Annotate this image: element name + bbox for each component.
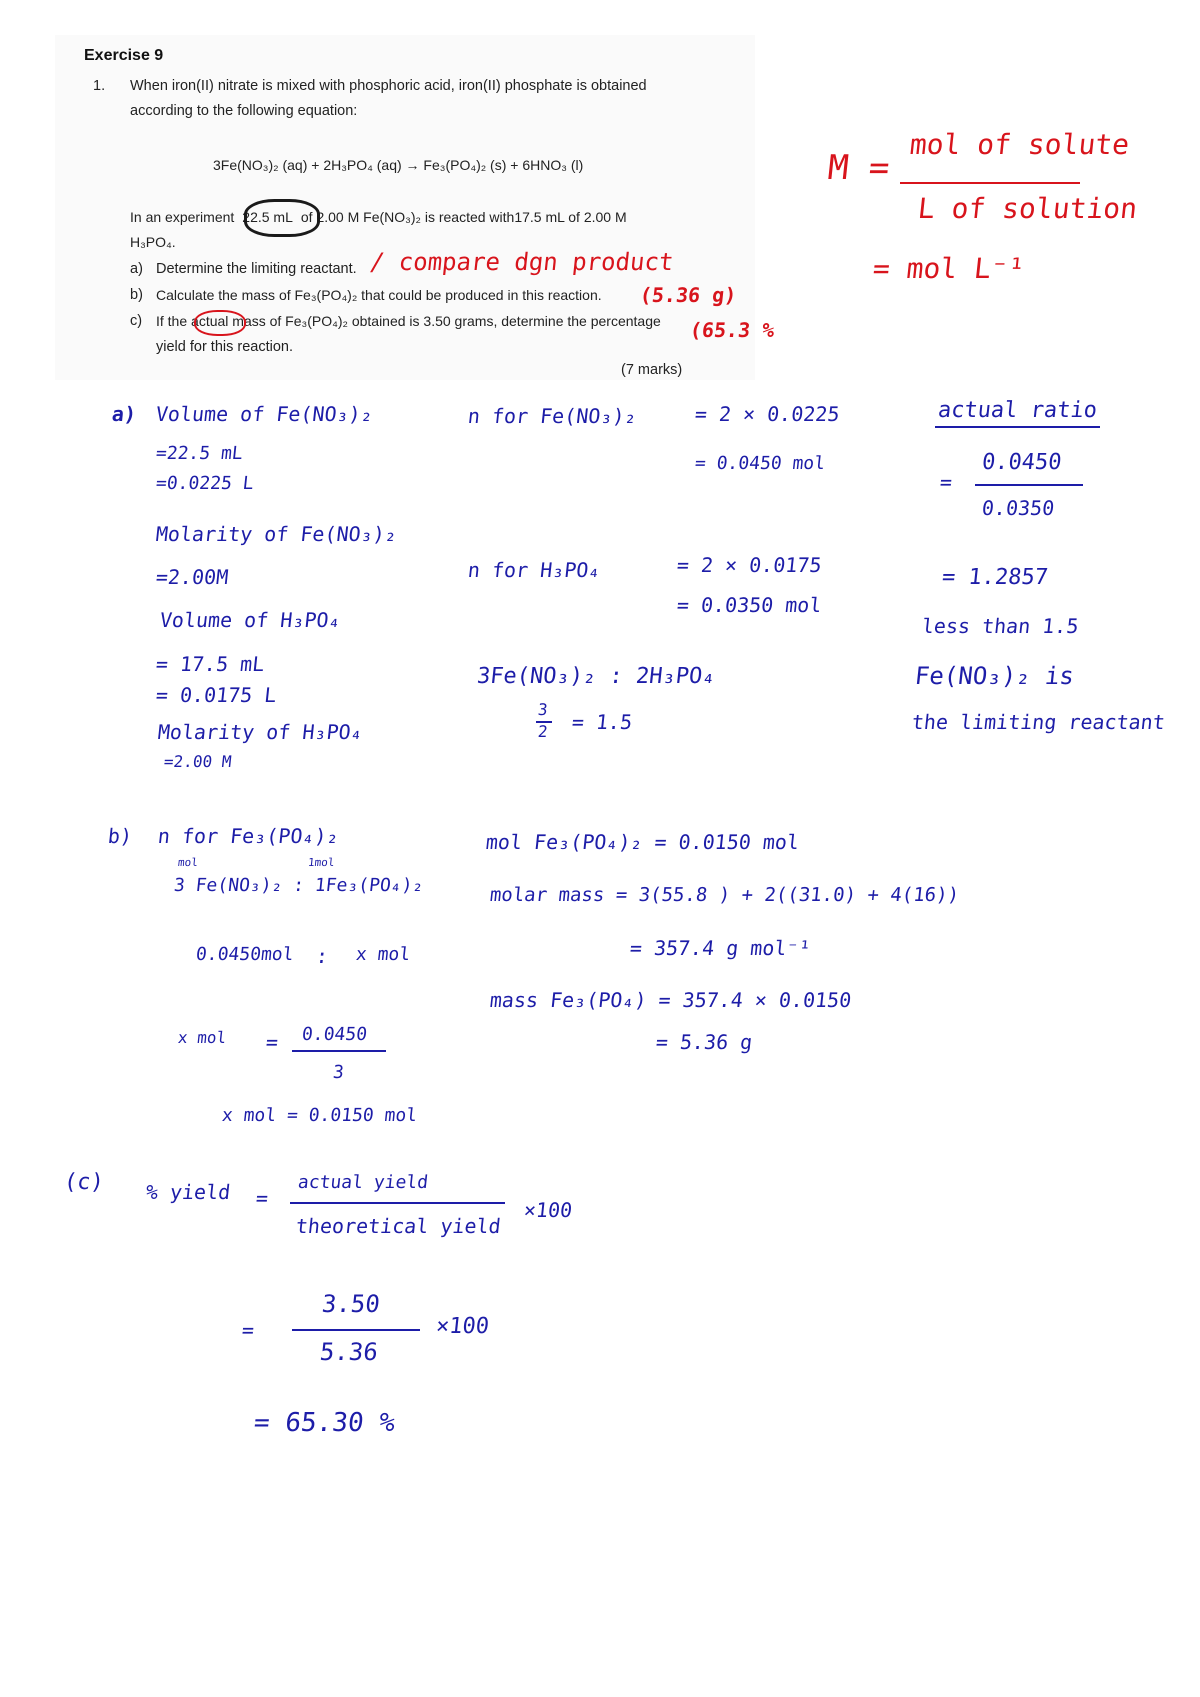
actual-ratio-numerator: 0.0450: [980, 450, 1063, 475]
actual-ratio-underline: [935, 426, 1100, 428]
marks: (7 marks): [621, 362, 683, 378]
experiment-post: of 2.00 M Fe(NO₃)₂ is reacted with17.5 mL of 2.00 M: [300, 209, 627, 225]
reaction-equation: 3Fe(NO₃)₂ (aq) + 2H₃PO₄ (aq) → Fe₃(PO₄)₂ (s) + 6HNO₃ (l): [213, 157, 584, 173]
actual-ratio-fraction-line: [975, 484, 1083, 486]
part-a-label: a): [110, 402, 138, 426]
part-c-label: (c): [62, 1170, 106, 1195]
n-fe-result: = 0.0450 mol: [693, 453, 827, 474]
ratio-value: = 1.5: [570, 710, 634, 734]
question-b-label: b): [130, 287, 143, 303]
actual-ratio-label: actual ratio: [936, 398, 1099, 423]
question-a-label: a): [130, 261, 143, 277]
actual-ratio-eq: =: [938, 470, 954, 494]
question-c-label: c): [130, 313, 143, 329]
experiment-line: [130, 209, 627, 225]
yield-label: % yield: [144, 1180, 232, 1204]
mol-annotation-1: mol: [177, 856, 199, 869]
proportion-left: 0.0450mol: [194, 944, 295, 965]
volume-circle: [244, 199, 320, 237]
part-a-line-6: Volume of H₃PO₄: [158, 608, 342, 632]
yield-calc-eq: =: [240, 1318, 256, 1342]
n-fe-label: n for Fe(NO₃)₂: [466, 404, 638, 428]
question-c-post: mass of Fe₃(PO₄)₂ obtained is 3.50 grams, determine the percentage: [232, 313, 661, 329]
mol-annotation-2: 1mol: [307, 856, 336, 869]
part-a-line-1: Volume of Fe(NO₃)₂: [154, 402, 375, 426]
part-a-line-4: Molarity of Fe(NO₃)₂: [154, 522, 399, 546]
actual-circle: [194, 310, 246, 336]
question-a-text: Determine the limiting reactant.: [156, 261, 357, 277]
x-mol-fraction-line: [292, 1050, 386, 1052]
yield-calc-fraction-line: [292, 1329, 420, 1331]
molarity-unit: = mol L⁻¹: [871, 252, 1027, 285]
actual-ratio-denominator: 0.0350: [980, 496, 1056, 520]
actual-ratio-value: = 1.2857: [940, 565, 1050, 590]
note-yield-answer: (65.3 %: [688, 318, 776, 342]
yield-times-100: ×100: [522, 1198, 574, 1222]
less-than-note: less than 1.5: [920, 614, 1080, 638]
part-a-line-9: Molarity of H₃PO₄: [156, 720, 364, 744]
molarity-lhs: M =: [825, 148, 892, 188]
n-product-label: n for Fe₃(PO₄)₂: [156, 824, 340, 848]
question-c-line-2: yield for this reaction.: [156, 339, 294, 355]
part-a-line-2: =22.5 mL: [154, 443, 244, 464]
yield-fraction-line: [290, 1202, 505, 1204]
question-b-text: Calculate the mass of Fe₃(PO₄)₂ that could be produced in this reaction.: [156, 287, 602, 303]
exercise-title: Exercise 9: [84, 47, 164, 64]
n-h3po4-calc: = 2 × 0.0175: [675, 553, 823, 577]
question-number: 1.: [93, 78, 106, 94]
part-a-line-3: =0.0225 L: [154, 473, 255, 494]
note-compare-product: / compare dgn product: [368, 248, 675, 276]
yield-calc-numerator: 3.50: [320, 1290, 382, 1318]
ratio-numerator: 3: [537, 700, 549, 719]
part-a-line-5: =2.00M: [154, 565, 230, 589]
mole-ratio: 3 Fe(NO₃)₂ : 1Fe₃(PO₄)₂: [172, 875, 425, 896]
experiment-volume: 22.5 mL: [242, 209, 293, 225]
stoich-ratio: 3Fe(NO₃)₂ : 2H₃PO₄: [475, 664, 717, 689]
ratio-denominator: 2: [537, 722, 549, 741]
question-c-actual: actual: [191, 313, 229, 329]
part-b-label: b): [106, 824, 134, 848]
x-mol-numerator: 0.0450: [300, 1024, 369, 1045]
part-a-line-7: = 17.5 mL: [154, 652, 266, 676]
n-h3po4-label: n for H₃PO₄: [466, 558, 602, 582]
molar-mass-result: = 357.4 g mol⁻¹: [628, 936, 812, 960]
molar-mass-calc: molar mass = 3(55.8 ) + 2((31.0) + 4(16)): [488, 884, 961, 906]
question-c-pre: If the: [156, 313, 188, 329]
proportion-right: x mol: [354, 944, 412, 965]
intro-line-1: When iron(II) nitrate is mixed with phosphoric acid, iron(II) phosphate is obtained: [130, 78, 647, 94]
molarity-numerator: mol of solute: [908, 128, 1131, 161]
proportion-colon: :: [314, 944, 330, 968]
part-a-line-10: =2.00 M: [163, 752, 233, 771]
yield-calc-times-100: ×100: [434, 1314, 491, 1339]
n-fe-calc: = 2 × 0.0225: [693, 402, 841, 426]
intro-line-2: according to the following equation:: [130, 103, 358, 119]
mol-product: mol Fe₃(PO₄)₂ = 0.0150 mol: [484, 830, 801, 854]
experiment-pre: In an experiment: [130, 209, 235, 225]
yield-numerator: actual yield: [296, 1172, 430, 1193]
mass-result: = 5.36 g: [654, 1030, 754, 1054]
x-mol-label: x mol: [177, 1028, 228, 1047]
conclusion-line-1: Fe(NO₃)₂ is: [913, 662, 1076, 690]
molarity-fraction-line: [900, 182, 1080, 184]
x-mol-result: x mol = 0.0150 mol: [220, 1105, 419, 1126]
x-mol-eq: =: [264, 1030, 280, 1054]
yield-result: = 65.30 %: [252, 1408, 397, 1438]
note-mass-answer: (5.36 g): [638, 283, 738, 307]
yield-denominator: theoretical yield: [294, 1214, 502, 1238]
molarity-denominator: L of solution: [916, 192, 1139, 225]
yield-calc-denominator: 5.36: [318, 1338, 380, 1366]
n-h3po4-result: = 0.0350 mol: [675, 593, 823, 617]
part-a-line-8: = 0.0175 L: [154, 683, 278, 707]
yield-eq: =: [254, 1186, 270, 1210]
mass-calc: mass Fe₃(PO₄) = 357.4 × 0.0150: [488, 988, 853, 1012]
experiment-line-2: H₃PO₄.: [130, 234, 176, 250]
x-mol-denominator: 3: [331, 1062, 345, 1083]
conclusion-line-2: the limiting reactant: [910, 710, 1167, 734]
